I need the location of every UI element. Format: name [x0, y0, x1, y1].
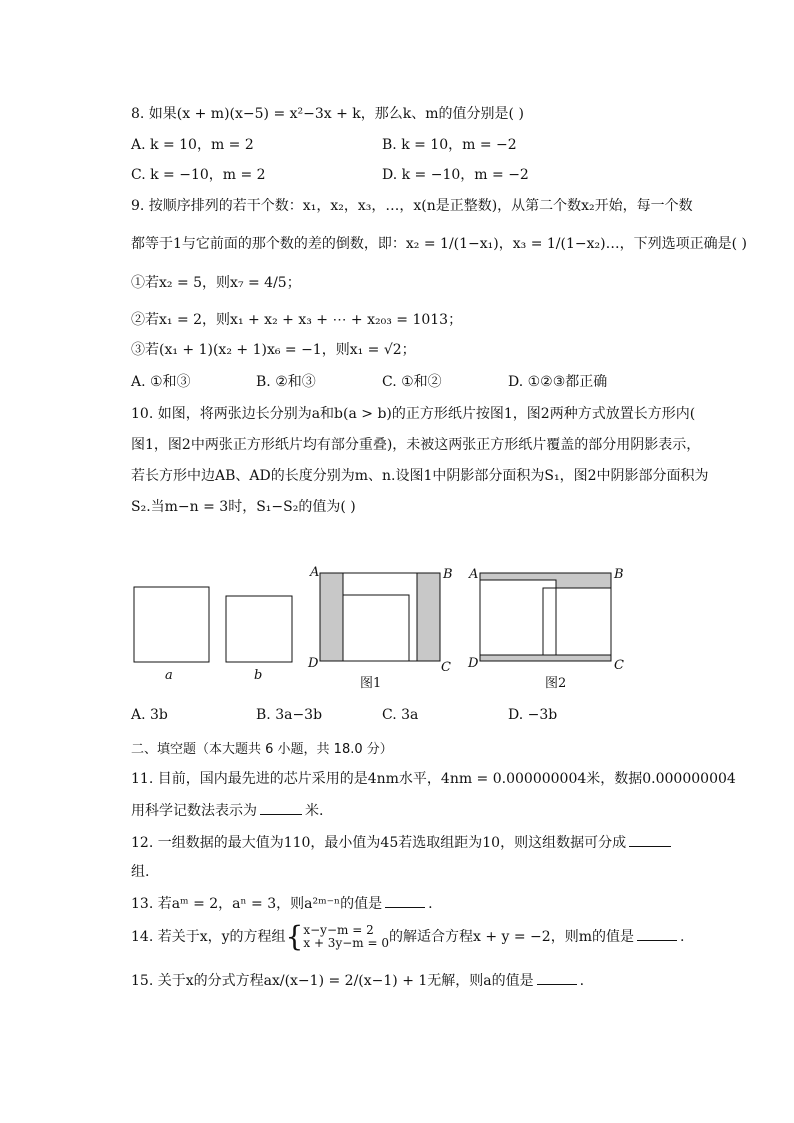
figure-2	[480, 573, 611, 661]
q15-answer-blank[interactable]	[537, 970, 577, 985]
q11-answer-blank[interactable]	[260, 800, 302, 815]
q12-answer-blank[interactable]	[629, 832, 671, 847]
q10-option-b: B. 3a−3b	[256, 707, 323, 723]
q11-line2-text: 用科学记数法表示为	[131, 803, 257, 819]
figure-1	[320, 573, 440, 661]
q14-system	[303, 924, 389, 950]
q12-line2: 组.	[131, 864, 150, 880]
q10-line-2: 图1，图2中两张正方形纸片均有部分重叠)，未被这两张正方形纸片覆盖的部分用阴影表示，	[131, 437, 701, 453]
fig1-square-b	[343, 595, 409, 661]
q12-line1	[131, 832, 674, 853]
q13-answer-blank[interactable]	[385, 893, 425, 908]
q9-statement-2: ②若x₁ = 2，则x₁ + x₂ + x₃ + ⋯ + x₂₀₃ = 1013；	[131, 312, 463, 328]
fig2-corner-b: B	[614, 567, 624, 582]
fig2-corner-c: C	[614, 658, 624, 673]
q14-prefix: 14. 若关于x，y的方程组	[131, 929, 286, 945]
fig2-corner-d: D	[468, 656, 479, 671]
label-a: a	[165, 668, 173, 683]
q14-answer-blank[interactable]	[637, 926, 677, 941]
q11-line1: 11. 目前，国内最先进的芯片采用的是4nm水平，4nm = 0.000000004米，数据0.000000004	[131, 771, 736, 787]
q12-line1-text: 12. 一组数据的最大值为110，最小值为45若选取组距为10，则这组数据可分成	[131, 835, 627, 851]
q10-option-d: D. −3b	[508, 707, 558, 723]
q8-option-a: A. k = 10，m = 2	[131, 137, 254, 153]
q15-end: .	[579, 973, 585, 989]
q14-brace: {	[285, 920, 304, 953]
q11-line2	[131, 800, 323, 821]
fig2-caption: 图2	[545, 676, 567, 691]
q8-option-c: C. k = −10，m = 2	[131, 167, 266, 183]
label-b: b	[254, 668, 263, 683]
q14-eq2: x + 3y−m = 0	[303, 936, 389, 950]
q10-line-4: S₂.当m−n = 3时，S₁−S₂的值为( )	[131, 499, 356, 515]
q15-line	[131, 970, 584, 991]
q13-text: 13. 若aᵐ = 2，aⁿ = 3，则a²ᵐ⁻ⁿ的值是	[131, 896, 383, 912]
q14-end: .	[679, 929, 685, 945]
square-a	[134, 587, 209, 662]
q10-line-3: 若长方形中边AB、AD的长度分别为m、n.设图1中阴影部分面积为S₁，图2中阴影部分面积为	[131, 468, 709, 484]
q13-line	[131, 893, 433, 914]
q10-line-1: 10. 如图，将两张边长分别为a和b(a > b)的正方形纸片按图1，图2两种方式放置长方形内(	[131, 406, 696, 422]
fig2-corner-a: A	[469, 567, 479, 582]
fig1-corner-b: B	[443, 567, 453, 582]
q14-suffix: 的解适合方程x + y = −2，则m的值是	[388, 929, 634, 945]
q9-option-a: A. ①和③	[131, 374, 191, 390]
q9-statement-3: ③若(x₁ + 1)(x₂ + 1)x₆ = −1，则x₁ = √2；	[131, 342, 416, 358]
q9-option-c: C. ①和②	[382, 374, 442, 390]
q14-eq1: x−y−m = 2	[303, 923, 374, 937]
section-heading: 二、填空题（本大题共 6 小题，共 18.0 分）	[131, 742, 393, 757]
q9-option-d: D. ①②③都正确	[508, 374, 608, 390]
square-b	[226, 596, 292, 662]
fig1-corner-a: A	[310, 565, 320, 580]
fig1-caption: 图1	[360, 676, 382, 691]
q15-text: 15. 关于x的分式方程ax/(x−1) = 2/(x−1) + 1无解，则a的值是	[131, 973, 534, 989]
q14-line	[131, 922, 684, 952]
q8-option-d: D. k = −10，m = −2	[382, 167, 529, 183]
fig2-square-b	[543, 588, 611, 655]
fig1-corner-d: D	[308, 656, 319, 671]
q9-stem-line1: 9. 按顺序排列的若干个数：x₁，x₂，x₃，…，x(n是正整数)，从第二个数x₂开始，每一个数	[131, 198, 693, 214]
q9-option-b: B. ②和③	[256, 374, 316, 390]
q9-stem-line2: 都等于1与它前面的那个数的差的倒数，即：x₂ = 1/(1−x₁)，x₃ = 1/(1−x₂)…，下列选项正确是( )	[131, 236, 747, 252]
q11-line2-unit: 米.	[305, 803, 324, 819]
q10-option-c: C. 3a	[382, 707, 419, 723]
fig1-corner-c: C	[441, 660, 451, 675]
q13-end: .	[428, 896, 433, 912]
q9-statement-1: ①若x₂ = 5，则x₇ = 4/5；	[131, 275, 301, 291]
q10-option-a: A. 3b	[131, 707, 168, 723]
q8-stem: 8. 如果(x + m)(x−5) = x²−3x + k，那么k、m的值分别是( )	[131, 106, 524, 122]
q8-option-b: B. k = 10，m = −2	[382, 137, 517, 153]
